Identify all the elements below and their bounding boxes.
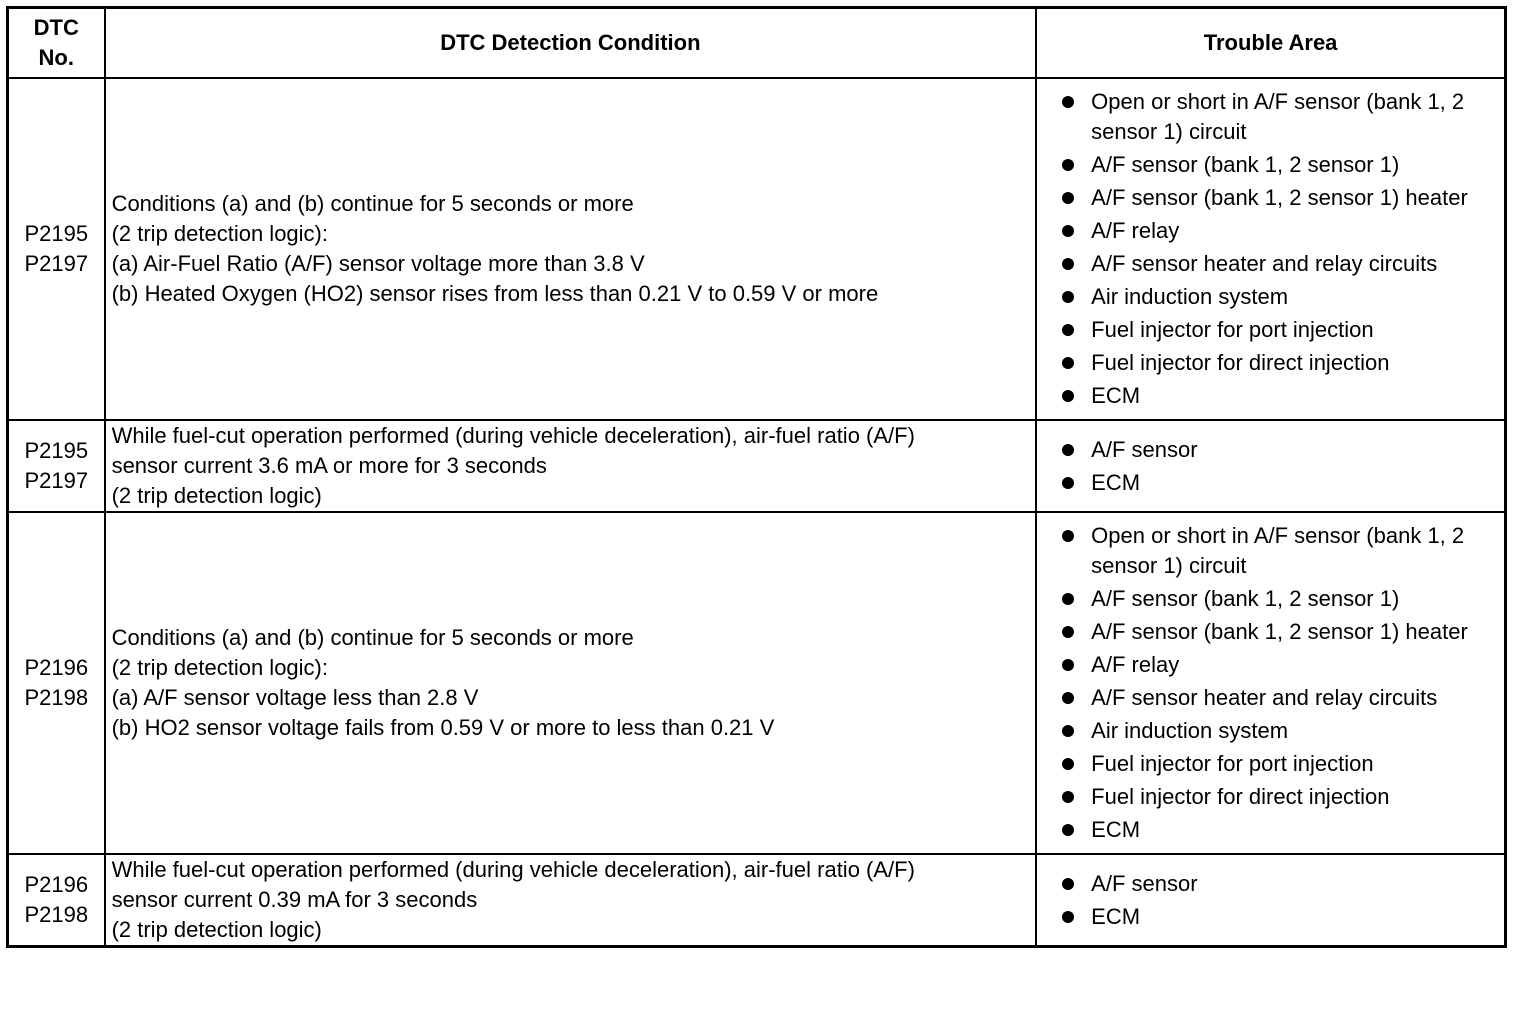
trouble-area-item [1059,869,1504,899]
trouble-area-text: A/F sensor (bank 1, 2 sensor 1) heater [1091,185,1468,210]
condition-line: While fuel-cut operation performed (during vehicle deceleration), air-fuel ratio (A/F) [111,423,915,448]
condition-line: (2 trip detection logic): [111,655,328,680]
detection-condition-cell [105,512,1037,854]
bullet-icon [1062,824,1074,836]
trouble-area-text: Open or short in A/F sensor (bank 1, 2 sensor 1) circuit [1091,523,1465,578]
trouble-area-item [1059,716,1504,746]
trouble-area-item [1059,315,1504,345]
dtc-code: P2196 [24,655,89,680]
trouble-area-item [1059,683,1504,713]
bullet-icon [1062,593,1074,605]
bullet-icon [1062,758,1074,770]
condition-line: Conditions (a) and (b) continue for 5 seconds or more [111,625,634,650]
condition-line: (a) Air-Fuel Ratio (A/F) sensor voltage more than 3.8 V [111,251,645,276]
bullet-icon [1062,477,1074,489]
bullet-icon [1062,530,1074,542]
trouble-area-text: Air induction system [1091,718,1289,743]
trouble-area-cell [1036,78,1505,420]
bullet-icon [1062,357,1074,369]
bullet-icon [1062,324,1074,336]
trouble-area-item [1059,617,1504,647]
trouble-area-text: A/F sensor heater and relay circuits [1091,685,1438,710]
bullet-icon [1062,626,1074,638]
trouble-area-list [1037,869,1504,932]
trouble-area-item [1059,249,1504,279]
trouble-area-item [1059,183,1504,213]
bullet-icon [1062,725,1074,737]
condition-line: While fuel-cut operation performed (during vehicle deceleration), air-fuel ratio (A/F) [111,857,915,882]
trouble-area-item [1059,348,1504,378]
bullet-icon [1062,225,1074,237]
trouble-area-text: A/F relay [1091,218,1180,243]
detection-condition-cell [105,420,1037,512]
trouble-area-text: Fuel injector for port injection [1091,751,1374,776]
dtc-table [6,6,1507,948]
header-dtc-line2: No. [38,45,74,70]
header-dtc-line1: DTC [33,15,79,40]
dtc-code: P2195 [24,221,89,246]
bullet-icon [1062,192,1074,204]
header-detection-condition: DTC Detection Condition [105,8,1037,79]
table-row [8,512,1506,854]
trouble-area-cell [1036,420,1505,512]
dtc-code: P2195 [24,438,89,463]
condition-line: (a) A/F sensor voltage less than 2.8 V [111,685,479,710]
bullet-icon [1062,878,1074,890]
trouble-area-list [1037,435,1504,498]
header-dtc-no [8,8,105,79]
trouble-area-text: Fuel injector for port injection [1091,317,1374,342]
bullet-icon [1062,96,1074,108]
dtc-number-cell [8,78,105,420]
table-row [8,78,1506,420]
trouble-area-item [1059,87,1504,147]
trouble-area-item [1059,381,1504,411]
condition-line: (b) Heated Oxygen (HO2) sensor rises from less than 0.21 V to 0.59 V or more [111,281,879,306]
trouble-area-text: Air induction system [1091,284,1289,309]
trouble-area-text: ECM [1091,903,1141,929]
bullet-icon [1062,390,1074,402]
trouble-area-item [1059,815,1504,845]
trouble-area-text: ECM [1091,469,1141,495]
condition-line: (2 trip detection logic): [111,221,328,246]
bullet-icon [1062,258,1074,270]
condition-line: (2 trip detection logic) [111,483,322,508]
dtc-number-cell [8,512,105,854]
trouble-area-item [1059,521,1504,581]
table-header [8,8,1506,79]
bullet-icon [1062,791,1074,803]
condition-line: (b) HO2 sensor voltage fails from 0.59 V or more to less than 0.21 V [111,715,775,740]
trouble-area-item [1059,216,1504,246]
condition-line: sensor current 0.39 mA for 3 seconds [111,887,478,912]
bullet-icon [1062,659,1074,671]
bullet-icon [1062,444,1074,456]
detection-condition-cell [105,78,1037,420]
trouble-area-text: A/F sensor heater and relay circuits [1091,251,1438,276]
dtc-code: P2197 [24,468,89,493]
trouble-area-text: A/F sensor [1091,436,1198,462]
dtc-number-cell [8,854,105,947]
trouble-area-cell [1036,512,1505,854]
bullet-icon [1062,291,1074,303]
trouble-area-item [1059,435,1504,465]
dtc-code: P2198 [24,902,89,927]
trouble-area-item [1059,584,1504,614]
trouble-area-item [1059,282,1504,312]
trouble-area-text: A/F sensor (bank 1, 2 sensor 1) [1091,152,1400,177]
header-trouble-area: Trouble Area [1036,8,1505,79]
detection-condition-cell [105,854,1037,947]
bullet-icon [1062,159,1074,171]
trouble-area-item [1059,782,1504,812]
trouble-area-text: Fuel injector for direct injection [1091,350,1390,375]
trouble-area-list [1037,521,1504,845]
condition-line: (2 trip detection logic) [111,917,322,942]
trouble-area-item [1059,749,1504,779]
trouble-area-text: A/F sensor [1091,870,1198,896]
dtc-number-cell [8,420,105,512]
condition-line: sensor current 3.6 mA or more for 3 seconds [111,453,547,478]
trouble-area-cell [1036,854,1505,947]
bullet-icon [1062,692,1074,704]
trouble-area-text: Open or short in A/F sensor (bank 1, 2 sensor 1) circuit [1091,89,1465,144]
table-body [8,78,1506,947]
trouble-area-text: A/F sensor (bank 1, 2 sensor 1) heater [1091,619,1468,644]
table-row [8,420,1506,512]
bullet-icon [1062,911,1074,923]
table-row [8,854,1506,947]
trouble-area-text: ECM [1091,383,1141,408]
trouble-area-text: ECM [1091,817,1141,842]
condition-line: Conditions (a) and (b) continue for 5 seconds or more [111,191,634,216]
dtc-code: P2197 [24,251,89,276]
trouble-area-item [1059,650,1504,680]
trouble-area-text: A/F relay [1091,652,1180,677]
trouble-area-item [1059,468,1504,498]
trouble-area-text: Fuel injector for direct injection [1091,784,1390,809]
trouble-area-text: A/F sensor (bank 1, 2 sensor 1) [1091,586,1400,611]
dtc-code: P2198 [24,685,89,710]
trouble-area-list [1037,87,1504,411]
dtc-code: P2196 [24,872,89,897]
header-row [8,8,1506,79]
trouble-area-item [1059,150,1504,180]
trouble-area-item [1059,902,1504,932]
